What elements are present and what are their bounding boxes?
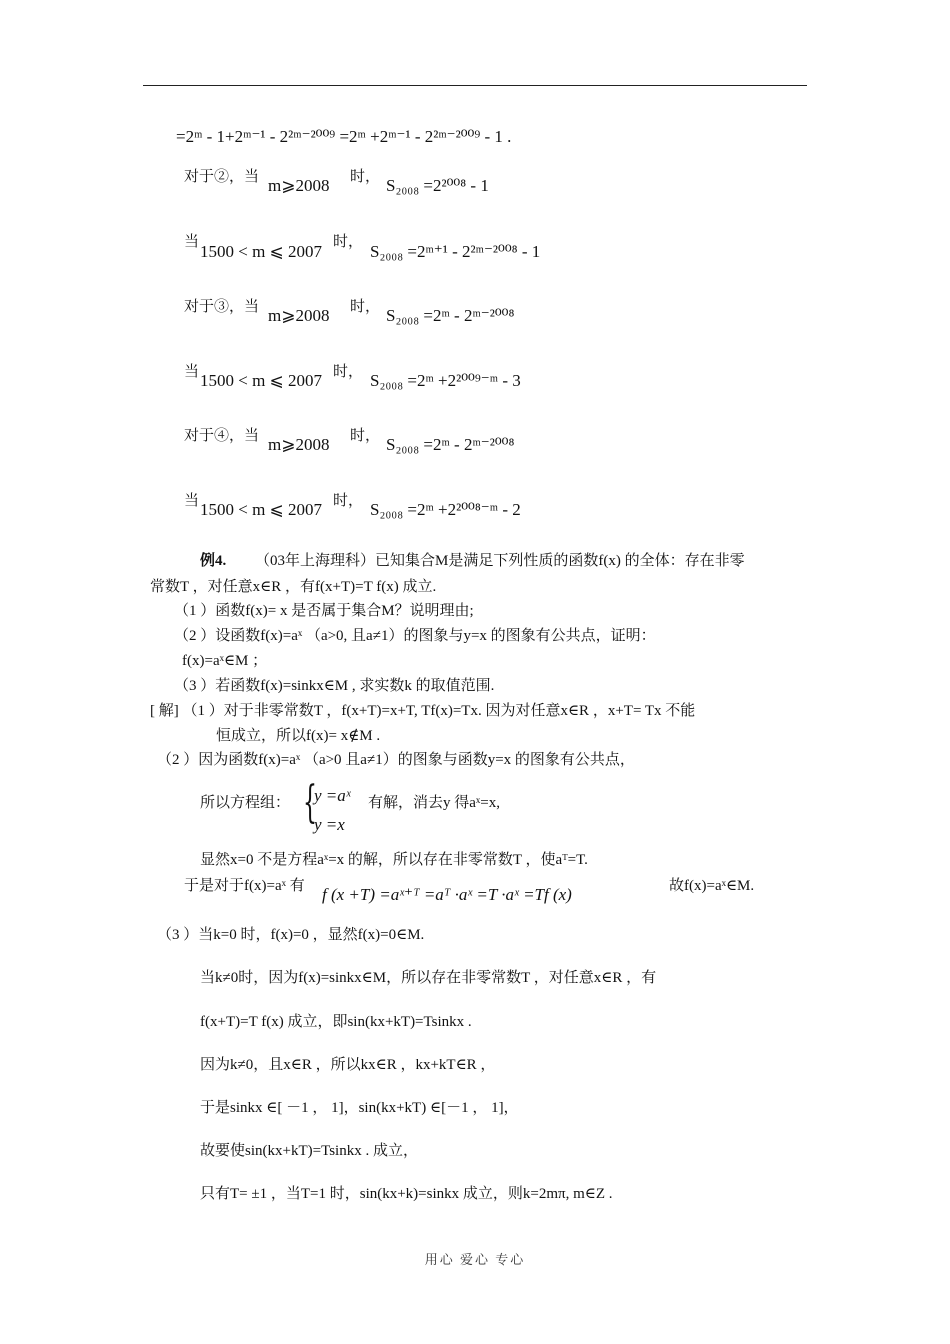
solution-part-1-cont: 恒成立，所以f(x)= x∉M . — [216, 728, 381, 744]
solution-text: 显然x=0 不是方程aˣ=x 的解，所以存在非零常数T ，使aᵀ=T. — [200, 852, 588, 868]
system-text: 有解，消去y 得aˣ=x, — [368, 795, 500, 811]
brace-icon: { — [303, 777, 317, 828]
equation: f (x +T) =aˣ⁺ᵀ =aᵀ ·aˣ =T ·aˣ =Tf (x) — [322, 885, 572, 904]
case-label: 对于③，当 — [184, 299, 260, 315]
when-label: 时， — [333, 493, 364, 509]
condition: m⩾2008 — [268, 176, 330, 195]
case-label: 当 — [184, 364, 200, 380]
case-label: 对于④，当 — [184, 428, 260, 444]
solution-text: 故f(x)=aˣ∈M. — [669, 878, 755, 894]
page-footer: 用心 爱心 专心 — [424, 1252, 526, 1267]
when-label: 时， — [333, 234, 364, 250]
question-2: （2 ）设函数f(x)=aˣ （a>0, 且a≠1）的图象与y=x 的图象有公共点，证明： — [174, 628, 656, 644]
solution-text: f(x+T)=T f(x) 成立，即sin(kx+kT)=Tsinkx . — [200, 1014, 472, 1030]
formula-sum: S₂₀₀₈ =2ᵐ - 2ᵐ⁻²⁰⁰⁸ — [386, 435, 515, 454]
system-eq-1: y =aˣ — [314, 786, 351, 805]
solution-part-3: （3 ）当k=0 时，f(x)=0 ，显然f(x)=0∈M. — [157, 927, 425, 943]
formula-sum: S₂₀₀₈ =2²⁰⁰⁸ - 1 — [386, 176, 489, 195]
system-eq-2: y =x — [314, 815, 345, 834]
question-3: （3 ）若函数f(x)=sinkx∈M , 求实数k 的取值范围. — [174, 678, 495, 694]
condition: 1500 < m ⩽ 2007 — [200, 500, 323, 519]
solution-text: 于是sinkx ∈[ －1 ， 1]，sin(kx+kT) ∈[－1 ， 1]， — [200, 1100, 519, 1116]
solution-text: 因为k≠0，且x∈R ，所以kx∈R ，kx+kT∈R ， — [200, 1057, 496, 1073]
question-1: （1 ）函数f(x)= x 是否属于集合M？说明理由; — [174, 603, 474, 619]
condition: 1500 < m ⩽ 2007 — [200, 371, 323, 390]
solution-part-1: [ 解] （1 ）对于非零常数T ，f(x+T)=x+T, Tf(x)=Tx. 因为对任意x∈R ，x+T= Tx 不能 — [150, 703, 696, 719]
solution-part-2: （2 ）因为函数f(x)=aˣ （a>0 且a≠1）的图象与函数y=x 的图象有公共点， — [157, 752, 635, 768]
condition: m⩾2008 — [268, 306, 330, 325]
solution-text: 当k≠0时，因为f(x)=sinkx∈M，所以存在非零常数T ，对任意x∈R ，有 — [200, 970, 657, 986]
example-heading: 例4. — [200, 553, 227, 569]
condition: 1500 < m ⩽ 2007 — [200, 242, 323, 261]
formula-sum: S₂₀₀₈ =2ᵐ - 2ᵐ⁻²⁰⁰⁸ — [386, 306, 515, 325]
condition: m⩾2008 — [268, 435, 330, 454]
formula-sum: S₂₀₀₈ =2ᵐ +2²⁰⁰⁹⁻ᵐ - 3 — [370, 371, 521, 390]
example-text: 常数T ，对任意x∈R ，有f(x+T)=T f(x) 成立. — [150, 579, 437, 595]
formula-sum: S₂₀₀₈ =2ᵐ +2²⁰⁰⁸⁻ᵐ - 2 — [370, 500, 521, 519]
case-label: 当 — [184, 493, 200, 509]
when-label: 时， — [350, 299, 381, 315]
solution-text: 于是对于f(x)=aˣ 有 — [184, 878, 305, 894]
solution-text: 只有T= ±1 ，当T=1 时，sin(kx+k)=sinkx 成立，则k=2mπ, m∈Z . — [200, 1186, 613, 1202]
formula-line: =2ᵐ - 1+2ᵐ⁻¹ - 2²ᵐ⁻²⁰⁰⁹ =2ᵐ +2ᵐ⁻¹ - 2²ᵐ⁻²⁰⁰⁹ - 1 . — [176, 127, 512, 146]
formula-sum: S₂₀₀₈ =2ᵐ⁺¹ - 2²ᵐ⁻²⁰⁰⁸ - 1 — [370, 242, 541, 261]
question-2-cont: f(x)=aˣ∈M ； — [182, 653, 268, 669]
header-rule — [143, 85, 807, 86]
when-label: 时， — [350, 428, 381, 444]
system-label: 所以方程组： — [200, 795, 291, 811]
case-label: 对于②，当 — [184, 169, 260, 185]
example-text: （03年上海理科）已知集合M是满足下列性质的函数f(x) 的全体：存在非零 — [255, 553, 745, 569]
case-label: 当 — [184, 234, 200, 250]
when-label: 时， — [350, 169, 381, 185]
solution-text: 故要使sin(kx+kT)=Tsinkx . 成立， — [200, 1143, 418, 1159]
when-label: 时， — [333, 364, 364, 380]
